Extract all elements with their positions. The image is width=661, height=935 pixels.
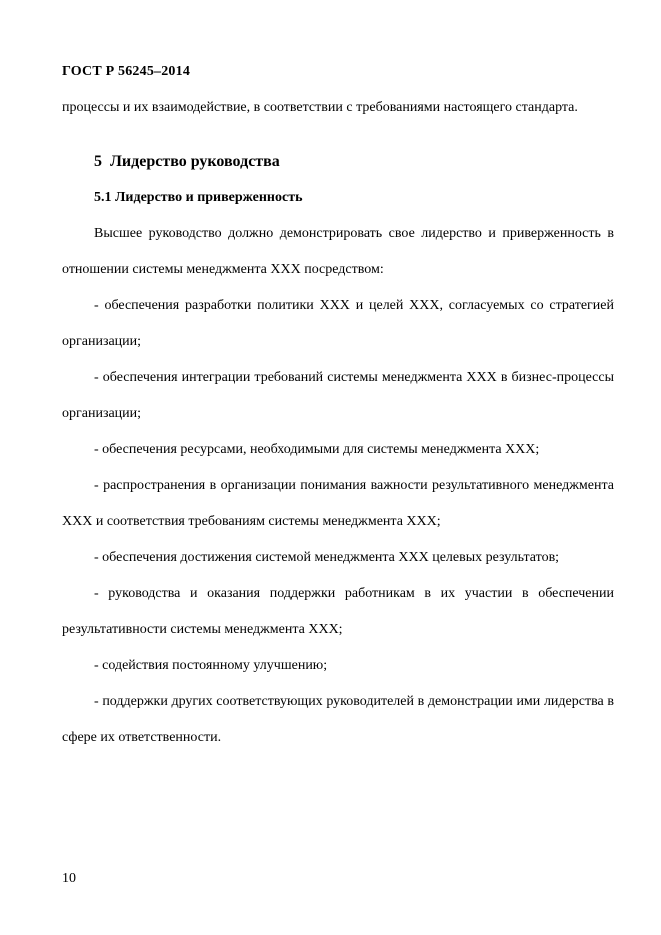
list-item: - обеспечения достижения системой менеджмента ХХХ целевых результатов; [94, 550, 560, 565]
subsection-title: Лидерство и приверженность [115, 190, 303, 205]
section-number: 5 [94, 153, 102, 170]
subsection-number: 5.1 [94, 190, 112, 205]
list-item: - поддержки других соответствующих руководителей в демонстрации ими лидерства в сфере их ответственности. [62, 694, 614, 745]
page-number: 10 [62, 871, 76, 886]
intro-paragraph: Высшее руководство должно демонстрировать свое лидерство и приверженность в отношении системы менеджмента ХХХ посредством: [62, 226, 614, 277]
list-item: - распространения в организации понимания важности результативного менеджмента ХХХ и соответствия требованиям системы менеджмента ХХХ; [62, 478, 614, 529]
section-heading [62, 144, 614, 180]
continuation-paragraph: процессы и их взаимодействие, в соответствии с требованиями настоящего стандарта. [62, 100, 578, 115]
list-item: - содействия постоянному улучшению; [94, 658, 328, 673]
list-item: - руководства и оказания поддержки работникам в их участии в обеспечении результативности системы менеджмента ХХХ; [62, 586, 614, 637]
subsection-heading [62, 180, 614, 216]
list-item: - обеспечения ресурсами, необходимыми для системы менеджмента ХХХ; [94, 442, 540, 457]
list-item: - обеспечения разработки политики ХХХ и целей ХХХ, согласуемых со стратегией организации; [62, 298, 614, 349]
section-title: Лидерство руководства [110, 153, 280, 170]
list-item: - обеспечения интеграции требований системы менеджмента ХХХ в бизнес-процессы организации; [62, 370, 614, 421]
document-code-header: ГОСТ Р 56245–2014 [62, 64, 191, 79]
document-body [62, 90, 614, 756]
